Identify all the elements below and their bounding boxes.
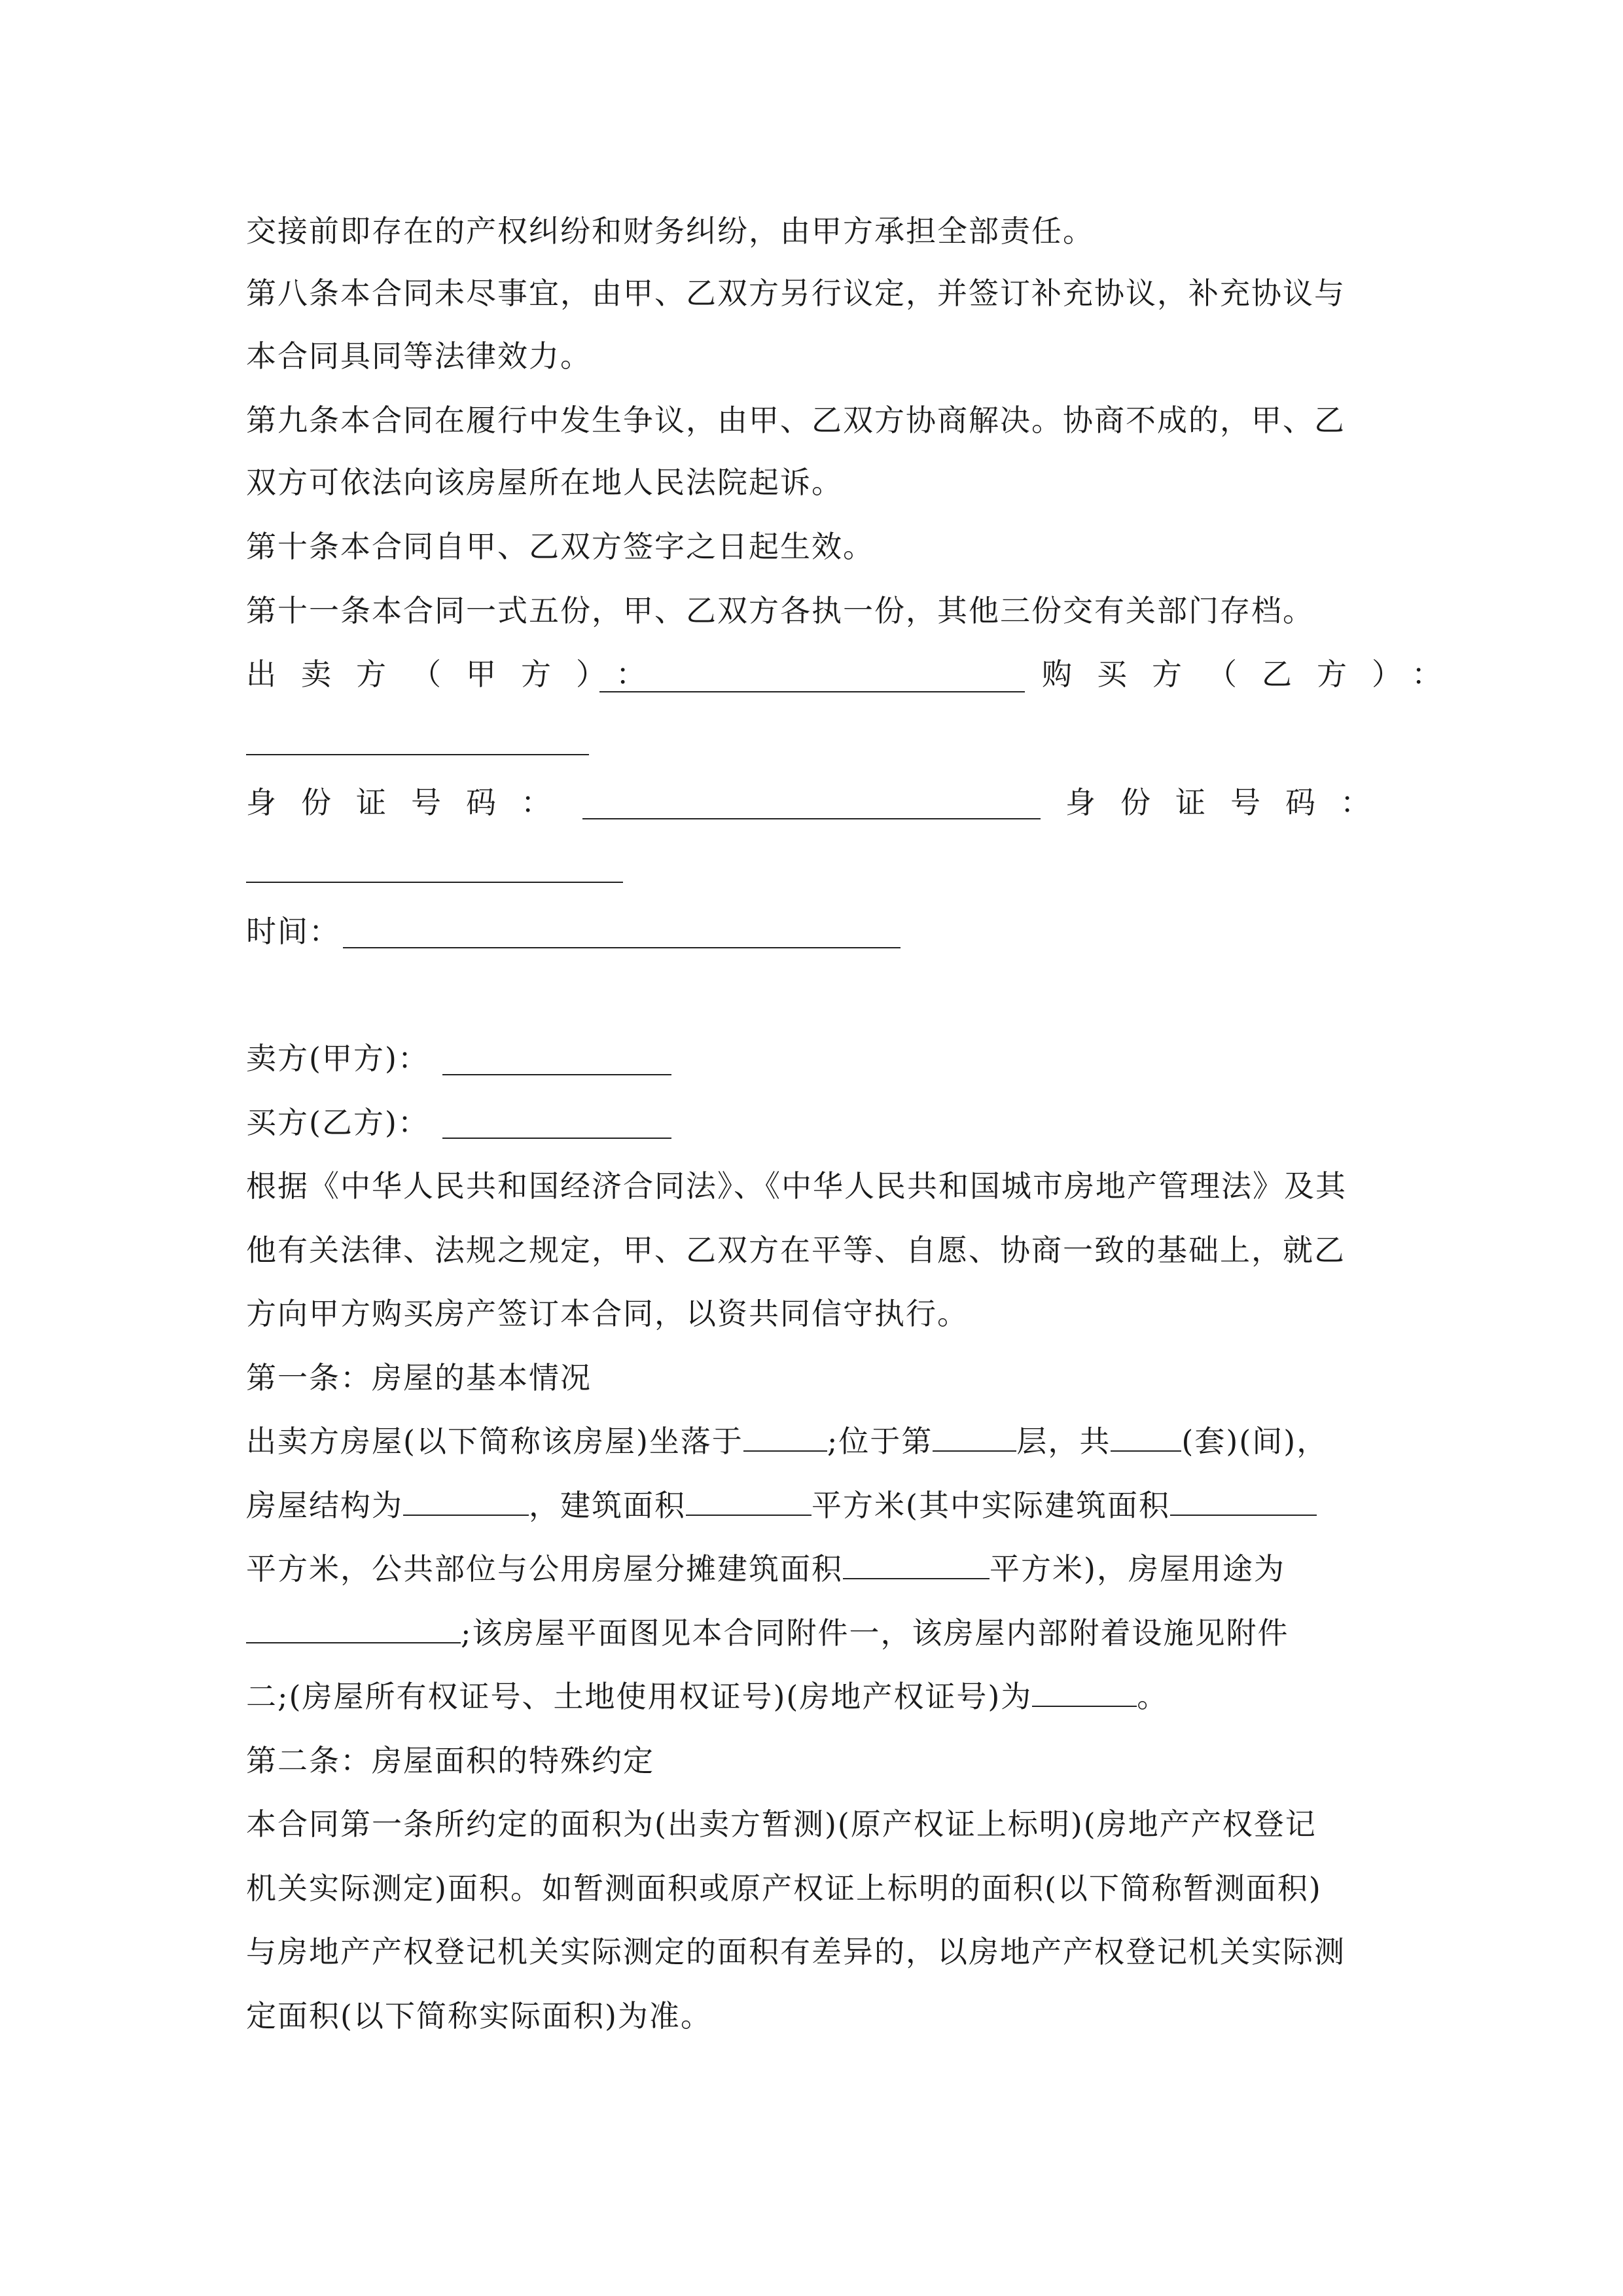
structure-blank[interactable] — [403, 1486, 529, 1516]
clause-8-line-1: 第八条本合同未尽事宜，由甲、乙双方另行议定，并签订补充协议，补充协议与 — [246, 276, 1346, 311]
article-2-line-4: 定面积(以下简称实际面积)为准。 — [246, 1998, 712, 2034]
contract-seller-label: 卖方(甲方)： — [246, 1041, 429, 1076]
contract-seller-line[interactable] — [442, 1074, 671, 1075]
actual-area-label: 平方米(其中实际建筑面积 — [812, 1488, 1170, 1523]
structure-label: 房屋结构为 — [246, 1488, 403, 1523]
seller-id-label: 身份证号码： — [246, 785, 576, 820]
certificate-label: 二;(房屋所有权证号、土地使用权证号)(房地产权证号)为 — [246, 1679, 1033, 1714]
usage-blank[interactable] — [246, 1613, 461, 1643]
floor-label: ;位于第 — [827, 1424, 933, 1459]
attachments-text: ;该房屋平面图见本合同附件一，该房屋内部附着设施见附件 — [461, 1615, 1289, 1651]
seller-id-line[interactable] — [582, 818, 1041, 819]
units-label: (套)(间)， — [1181, 1424, 1329, 1459]
article-1-line-3 — [246, 1549, 1285, 1588]
article-2-title: 第二条：房屋面积的特殊约定 — [246, 1743, 654, 1778]
buyer-signature-line[interactable] — [246, 754, 589, 755]
article-1-line-1 — [246, 1422, 1328, 1461]
units-blank[interactable] — [1111, 1422, 1181, 1452]
certificate-blank[interactable] — [1032, 1677, 1137, 1707]
seller-signature-label: 出卖方（甲方）： — [246, 656, 671, 692]
preamble-line-3: 方向甲方购买房产签订本合同，以资共同信守执行。 — [246, 1296, 969, 1331]
clause-9-line-2: 双方可依法向该房屋所在地人民法院起诉。 — [246, 465, 843, 500]
clause-8-line-2: 本合同具同等法律效力。 — [246, 338, 592, 374]
article-1-line-2 — [246, 1486, 1317, 1525]
buyer-signature-label: 购买方（乙方）： — [1042, 656, 1467, 692]
period: 。 — [1137, 1679, 1169, 1714]
actual-area-blank[interactable] — [1170, 1486, 1317, 1516]
preamble-line-2: 他有关法律、法规之规定，甲、乙双方在平等、自愿、协商一致的基础上，就乙 — [246, 1232, 1346, 1268]
building-area-blank[interactable] — [686, 1486, 812, 1516]
time-label: 时间： — [246, 914, 340, 949]
usage-label: 平方米)，房屋用途为 — [990, 1551, 1285, 1587]
contract-buyer-label: 买方(乙方)： — [246, 1105, 429, 1140]
shared-area-label: 平方米，公共部位与公用房屋分摊建筑面积 — [246, 1551, 843, 1587]
article-2-line-2: 机关实际测定)面积。如暂测面积或原产权证上标明的面积(以下简称暂测面积) — [246, 1871, 1322, 1906]
clause-9-line-1: 第九条本合同在履行中发生争议，由甲、乙双方协商解决。协商不成的，甲、乙 — [246, 403, 1346, 438]
article-2-line-1: 本合同第一条所约定的面积为(出卖方暂测)(原产权证上标明)(房地产产权登记 — [246, 1806, 1317, 1842]
total-label: 层，共 — [1016, 1424, 1111, 1459]
building-area-label: ，建筑面积 — [529, 1488, 686, 1523]
clause-7-end: 交接前即存在的产权纠纷和财务纠纷，由甲方承担全部责任。 — [246, 213, 1094, 249]
article-1-line-4 — [246, 1613, 1289, 1653]
article-1-line-5 — [246, 1677, 1168, 1716]
shared-area-blank[interactable] — [843, 1549, 990, 1579]
buyer-id-label: 身份证号码： — [1065, 785, 1395, 820]
buyer-id-line[interactable] — [246, 882, 623, 883]
time-line[interactable] — [343, 947, 901, 948]
location-label: 出卖方房屋(以下简称该房屋)坐落于 — [246, 1424, 743, 1459]
floor-blank[interactable] — [933, 1422, 1016, 1452]
location-blank[interactable] — [743, 1422, 827, 1452]
clause-10: 第十条本合同自甲、乙双方签字之日起生效。 — [246, 529, 874, 564]
seller-signature-line[interactable] — [599, 691, 1025, 692]
article-1-title: 第一条：房屋的基本情况 — [246, 1360, 592, 1395]
contract-buyer-line[interactable] — [442, 1138, 671, 1139]
clause-11: 第十一条本合同一式五份，甲、乙双方各执一份，其他三份交有关部门存档。 — [246, 593, 1314, 628]
preamble-line-1: 根据《中华人民共和国经济合同法》、《中华人民共和国城市房地产管理法》及其 — [246, 1168, 1347, 1204]
article-2-line-3: 与房地产产权登记机关实际测定的面积有差异的，以房地产产权登记机关实际测 — [246, 1934, 1346, 1969]
